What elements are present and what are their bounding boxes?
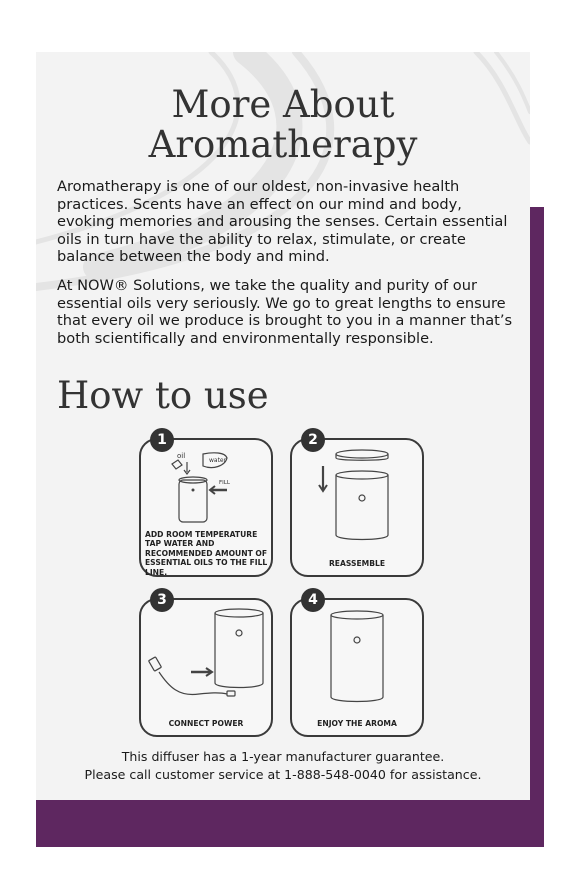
quality-paragraph: At NOW® Solutions, we take the quality and purity of our essential oils very seriously. We go to great lengths to ensure that every oil we produce is brought to you in a manner that’s both scientifically and environmentally responsible.	[57, 277, 513, 347]
step-3-card	[139, 592, 273, 737]
purple-edge-right	[528, 207, 544, 847]
step-2-badge: 2	[301, 428, 325, 452]
connect-power-illustration	[141, 600, 271, 735]
oil-label: oil	[177, 452, 186, 460]
step-4-badge: 4	[301, 588, 325, 612]
title-line-1: More About	[171, 83, 395, 126]
water-label: water	[209, 457, 227, 464]
purple-edge-bottom	[36, 800, 544, 847]
title-line-2: Aromatherapy	[148, 123, 418, 166]
how-to-use-heading: How to use	[57, 374, 269, 417]
insert-card	[36, 52, 530, 800]
step-1-card	[139, 432, 273, 577]
footer-text	[36, 748, 530, 784]
intro-paragraph: Aromatherapy is one of our oldest, non-invasive health practices. Scents have an effect on our mind and body, evoking memories and arousing the senses. Certain essential oils in turn have the ability to relax, stimulate, or create balance between the body and mind.	[57, 178, 508, 266]
step-2-caption: REASSEMBLE	[328, 558, 386, 568]
page-title	[36, 85, 530, 165]
guarantee-line: This diffuser has a 1-year manufacturer guarantee.	[121, 749, 445, 764]
step-1-caption: ADD ROOM TEMPERATURE TAP WATER AND RECOMMENDED AMOUNT OF ESSENTIAL OILS TO THE FILL LINE.	[145, 530, 268, 577]
enjoy-aroma-illustration	[292, 600, 422, 735]
reassemble-illustration	[292, 440, 422, 575]
step-4-caption: ENJOY THE AROMA	[317, 718, 397, 728]
customer-service-line: Please call customer service at 1-888-548-0040 for assistance.	[84, 767, 482, 782]
step-3-caption: CONNECT POWER	[168, 718, 244, 728]
step-2-card	[290, 432, 424, 577]
step-1-badge: 1	[150, 428, 174, 452]
step-3-badge: 3	[150, 588, 174, 612]
step-4-card	[290, 592, 424, 737]
fill-label: FILL	[219, 480, 230, 486]
